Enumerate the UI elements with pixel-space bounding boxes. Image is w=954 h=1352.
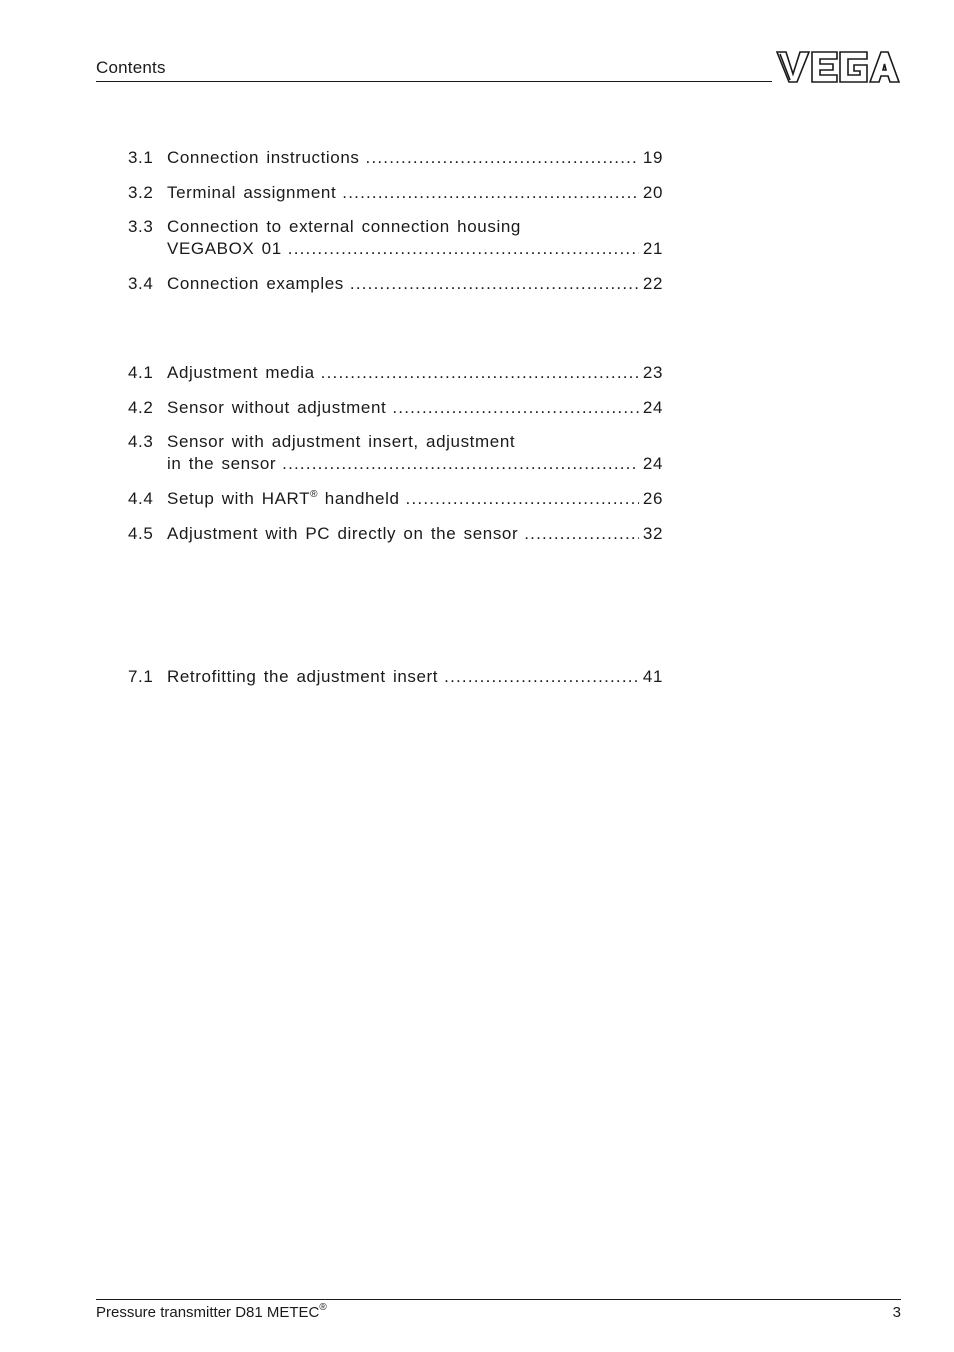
toc-entry[interactable] bbox=[128, 273, 663, 295]
toc-title bbox=[167, 488, 400, 513]
toc-section-number: 4.4 bbox=[128, 489, 154, 508]
toc-title: Adjustment media bbox=[167, 363, 315, 382]
toc-title: Connection examples bbox=[167, 274, 344, 293]
footer-document-title bbox=[96, 1304, 327, 1321]
toc-page-number: 23 bbox=[642, 363, 663, 382]
footer-rule bbox=[96, 1299, 901, 1300]
toc-section-number: 3.3 bbox=[128, 217, 154, 236]
toc-title-part: Setup with HART bbox=[167, 489, 311, 508]
toc-section-number: 3.2 bbox=[128, 183, 154, 202]
toc-title: Sensor without adjustment bbox=[167, 398, 387, 417]
registered-mark: ® bbox=[319, 1302, 327, 1313]
running-header-title: Contents bbox=[96, 58, 166, 77]
toc-page-number: 19 bbox=[642, 148, 663, 167]
toc-title: VEGABOX 01 bbox=[167, 239, 282, 258]
footer-title-text: Pressure transmitter D81 METEC bbox=[96, 1304, 320, 1321]
toc-section-number: 4.3 bbox=[128, 432, 154, 451]
toc-entry[interactable] bbox=[128, 431, 663, 475]
footer-page-number: 3 bbox=[892, 1304, 901, 1321]
header-rule bbox=[96, 81, 772, 82]
toc-title: Terminal assignment bbox=[167, 183, 337, 202]
toc-section-number: 3.1 bbox=[128, 148, 154, 167]
toc-section-number: 3.4 bbox=[128, 274, 154, 293]
toc-leader-dots bbox=[524, 523, 639, 545]
toc-section-number: 7.1 bbox=[128, 667, 154, 686]
toc-page-number: 32 bbox=[642, 524, 663, 543]
toc-leader-dots bbox=[444, 666, 639, 688]
toc-title-line-1: Connection to external connection housing bbox=[167, 217, 521, 236]
toc-leader-dots bbox=[282, 453, 639, 475]
toc-page-number: 21 bbox=[642, 239, 663, 258]
toc-section-number: 4.5 bbox=[128, 524, 154, 543]
toc-entry[interactable] bbox=[128, 182, 663, 204]
toc-entry[interactable] bbox=[128, 666, 663, 688]
toc-leader-dots bbox=[366, 147, 639, 169]
toc-section-number: 4.2 bbox=[128, 398, 154, 417]
toc-title: Connection instructions bbox=[167, 148, 360, 167]
toc-entry[interactable] bbox=[128, 523, 663, 545]
vega-logo-icon bbox=[775, 50, 901, 84]
toc-page-number: 26 bbox=[642, 489, 663, 508]
toc-leader-dots bbox=[350, 273, 639, 295]
toc-title-part: handheld bbox=[317, 489, 400, 508]
toc-page-number: 41 bbox=[642, 667, 663, 686]
toc-entry[interactable] bbox=[128, 147, 663, 169]
toc-leader-dots bbox=[342, 182, 639, 204]
vega-logo bbox=[775, 50, 901, 84]
toc-entry[interactable] bbox=[128, 362, 663, 384]
toc-leader-dots bbox=[392, 397, 639, 419]
toc-leader-dots bbox=[321, 362, 639, 384]
toc-page-number: 24 bbox=[642, 454, 663, 473]
toc-title: Retrofitting the adjustment insert bbox=[167, 667, 439, 686]
toc-section-number: 4.1 bbox=[128, 363, 154, 382]
toc-title: in the sensor bbox=[167, 454, 277, 473]
toc-leader-dots bbox=[406, 488, 639, 510]
toc-entry[interactable] bbox=[128, 397, 663, 419]
toc-entry[interactable] bbox=[128, 216, 663, 260]
toc-leader-dots bbox=[288, 238, 639, 260]
toc-title: Adjustment with PC directly on the sensor bbox=[167, 524, 519, 543]
toc-page-number: 20 bbox=[642, 183, 663, 202]
toc-page-number: 24 bbox=[642, 398, 663, 417]
toc-page-number: 22 bbox=[642, 274, 663, 293]
registered-mark: ® bbox=[310, 489, 318, 500]
toc-entry[interactable] bbox=[128, 488, 663, 510]
toc-title-line-1: Sensor with adjustment insert, adjustment bbox=[167, 432, 516, 451]
